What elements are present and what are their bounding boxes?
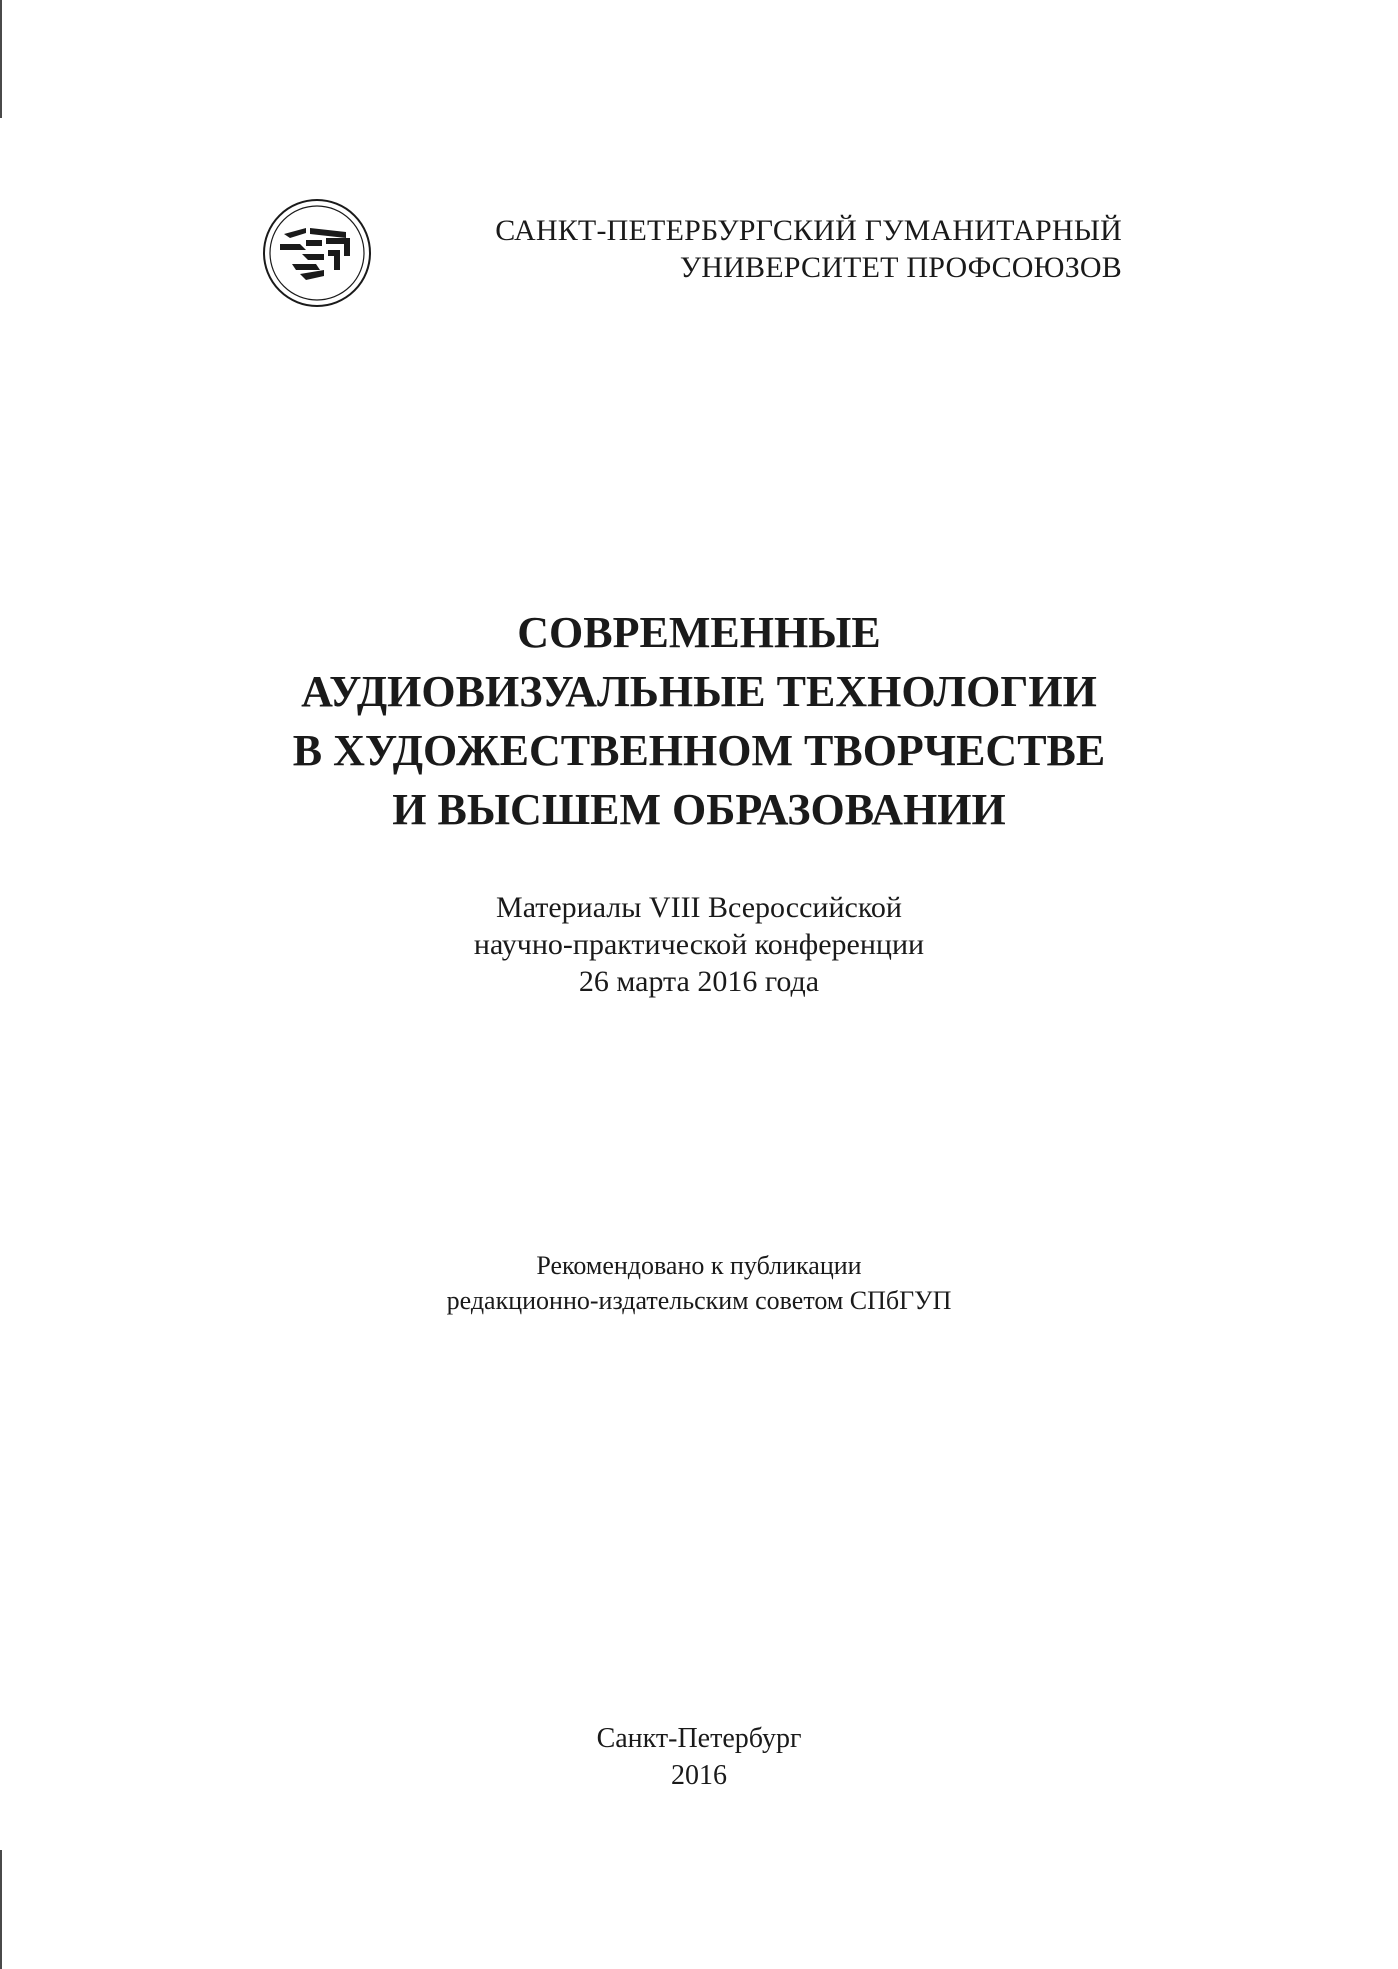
crop-mark-bottom (0, 1850, 2, 1969)
conference-date: 26 марта 2016 года (578, 965, 820, 998)
recommendation-line-1: Рекомендовано к публикации (536, 1251, 862, 1280)
document-title (0, 603, 1398, 839)
university-name (495, 212, 1122, 286)
publisher-header (262, 198, 1122, 308)
title-line-3: В ХУДОЖЕСТВЕННОМ ТВОРЧЕСТВЕ (292, 726, 1106, 775)
conference-subtitle (0, 889, 1398, 1000)
subtitle-line-2: научно-практической конференции (473, 928, 925, 961)
imprint (0, 1720, 1398, 1794)
title-line-1: СОВРЕМЕННЫЕ (517, 608, 881, 657)
publication-recommendation (0, 1248, 1398, 1318)
subtitle-line-1: Материалы VIII Всероссийской (496, 891, 902, 924)
crop-mark-top (0, 0, 2, 118)
title-line-4: И ВЫСШЕМ ОБРАЗОВАНИИ (392, 785, 1006, 834)
recommendation-line-2: редакционно-издательским советом СПбГУП (446, 1286, 952, 1315)
university-emblem-icon (262, 198, 372, 308)
university-name-line-2: УНИВЕРСИТЕТ ПРОФСОЮЗОВ (679, 251, 1122, 284)
imprint-city: Санкт-Петербург (596, 1723, 802, 1754)
imprint-year: 2016 (671, 1760, 727, 1791)
university-name-line-1: САНКТ-ПЕТЕРБУРГСКИЙ ГУМАНИТАРНЫЙ (495, 214, 1122, 247)
title-line-2: АУДИОВИЗУАЛЬНЫЕ ТЕХНОЛОГИИ (301, 667, 1097, 716)
